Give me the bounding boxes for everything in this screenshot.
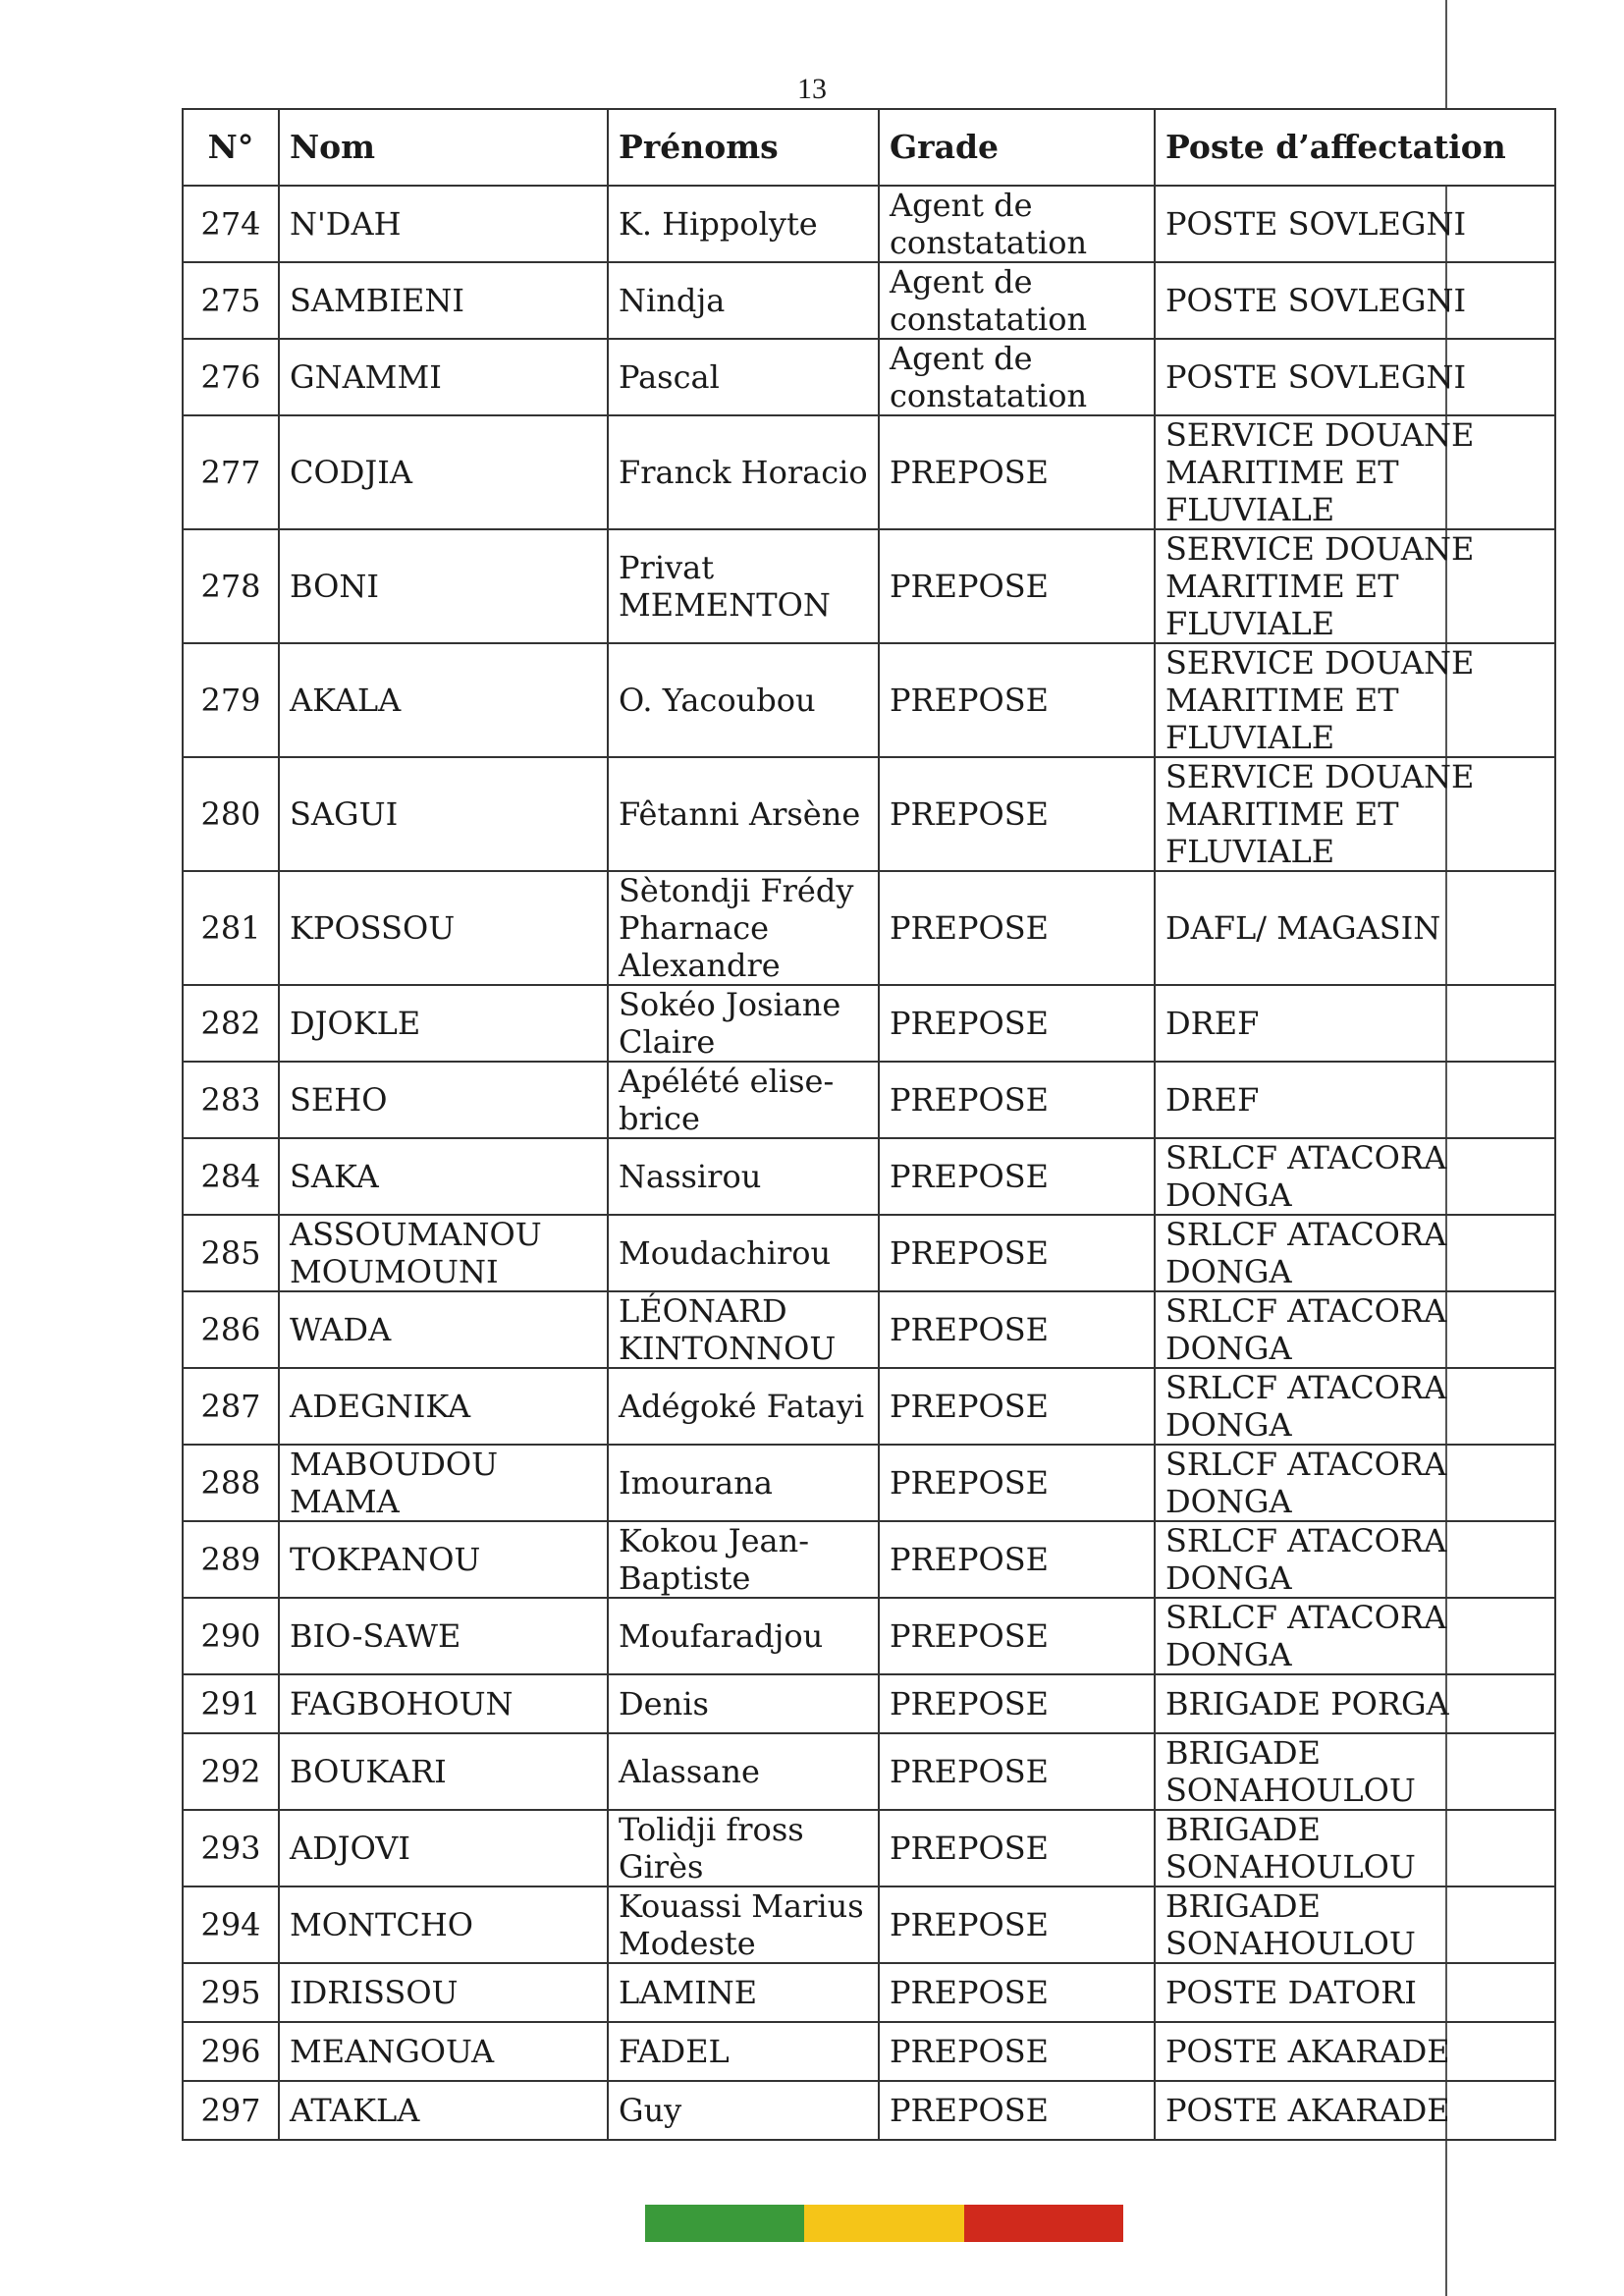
- cell-poste: BRIGADE SONAHOULOU: [1155, 1810, 1555, 1886]
- cell-grade: PREPOSE: [879, 1368, 1155, 1445]
- header-prenoms: Prénoms: [608, 109, 879, 186]
- cell-poste: SRLCF ATACORA DONGA: [1155, 1215, 1555, 1291]
- cell-grade: PREPOSE: [879, 1445, 1155, 1521]
- header-grade: Grade: [879, 109, 1155, 186]
- cell-nom: IDRISSOU: [279, 1963, 608, 2022]
- cell-number: 283: [183, 1062, 279, 1138]
- cell-prenoms: O. Yacoubou: [608, 643, 879, 757]
- page-number: 13: [797, 73, 827, 105]
- table-row: [183, 1674, 1555, 1733]
- table-row: [183, 1733, 1555, 1810]
- cell-number: 277: [183, 415, 279, 529]
- flag-green-stripe: [645, 2205, 804, 2242]
- cell-nom: SEHO: [279, 1062, 608, 1138]
- cell-grade: PREPOSE: [879, 1138, 1155, 1215]
- table-row: [183, 1886, 1555, 1963]
- cell-nom: TOKPANOU: [279, 1521, 608, 1598]
- cell-poste: SRLCF ATACORA DONGA: [1155, 1445, 1555, 1521]
- flag-red-stripe: [964, 2205, 1123, 2242]
- cell-number: 280: [183, 757, 279, 871]
- cell-number: 274: [183, 186, 279, 262]
- cell-poste: SRLCF ATACORA DONGA: [1155, 1291, 1555, 1368]
- cell-nom: BONI: [279, 529, 608, 643]
- cell-number: 290: [183, 1598, 279, 1674]
- table-row: [183, 339, 1555, 415]
- cell-prenoms: Fêtanni Arsène: [608, 757, 879, 871]
- cell-nom: AKALA: [279, 643, 608, 757]
- cell-grade: PREPOSE: [879, 1215, 1155, 1291]
- cell-number: 287: [183, 1368, 279, 1445]
- cell-grade: PREPOSE: [879, 415, 1155, 529]
- table-row: [183, 643, 1555, 757]
- cell-prenoms: Imourana: [608, 1445, 879, 1521]
- cell-poste: DREF: [1155, 1062, 1555, 1138]
- cell-grade: Agent de constatation: [879, 339, 1155, 415]
- cell-prenoms: Nassirou: [608, 1138, 879, 1215]
- cell-number: 295: [183, 1963, 279, 2022]
- cell-poste: POSTE AKARADE: [1155, 2022, 1555, 2081]
- cell-number: 294: [183, 1886, 279, 1963]
- cell-grade: PREPOSE: [879, 529, 1155, 643]
- cell-nom: MONTCHO: [279, 1886, 608, 1963]
- cell-nom: BOUKARI: [279, 1733, 608, 1810]
- cell-number: 286: [183, 1291, 279, 1368]
- cell-prenoms: Privat MEMENTON: [608, 529, 879, 643]
- cell-prenoms: Apélété elise-brice: [608, 1062, 879, 1138]
- cell-poste: DAFL/ MAGASIN: [1155, 871, 1555, 985]
- table-row: [183, 1062, 1555, 1138]
- cell-poste: BRIGADE SONAHOULOU: [1155, 1886, 1555, 1963]
- cell-prenoms: FADEL: [608, 2022, 879, 2081]
- table-row: [183, 1598, 1555, 1674]
- cell-prenoms: Sètondji Frédy Pharnace Alexandre: [608, 871, 879, 985]
- header-number: N°: [183, 109, 279, 186]
- cell-grade: PREPOSE: [879, 1963, 1155, 2022]
- table-row: [183, 529, 1555, 643]
- cell-number: 289: [183, 1521, 279, 1598]
- cell-prenoms: Nindja: [608, 262, 879, 339]
- cell-number: 297: [183, 2081, 279, 2140]
- personnel-table: [182, 108, 1556, 2141]
- table-row: [183, 1445, 1555, 1521]
- cell-poste: POSTE SOVLEGNI: [1155, 339, 1555, 415]
- cell-number: 292: [183, 1733, 279, 1810]
- cell-poste: SRLCF ATACORA DONGA: [1155, 1521, 1555, 1598]
- header-nom: Nom: [279, 109, 608, 186]
- cell-prenoms: LAMINE: [608, 1963, 879, 2022]
- cell-prenoms: Adégoké Fatayi: [608, 1368, 879, 1445]
- table-row: [183, 1291, 1555, 1368]
- cell-prenoms: Kouassi Marius Modeste: [608, 1886, 879, 1963]
- cell-poste: SRLCF ATACORA DONGA: [1155, 1598, 1555, 1674]
- table-row: [183, 186, 1555, 262]
- cell-nom: N'DAH: [279, 186, 608, 262]
- cell-nom: GNAMMI: [279, 339, 608, 415]
- header-poste: Poste d’affectation: [1155, 109, 1555, 186]
- cell-nom: FAGBOHOUN: [279, 1674, 608, 1733]
- table-row: [183, 1138, 1555, 1215]
- table-row: [183, 2081, 1555, 2140]
- table-row: [183, 415, 1555, 529]
- cell-nom: DJOKLE: [279, 985, 608, 1062]
- cell-number: 288: [183, 1445, 279, 1521]
- table-row: [183, 1963, 1555, 2022]
- table-row: [183, 2022, 1555, 2081]
- cell-grade: PREPOSE: [879, 1598, 1155, 1674]
- table-row: [183, 1368, 1555, 1445]
- cell-grade: PREPOSE: [879, 2081, 1155, 2140]
- cell-grade: PREPOSE: [879, 2022, 1155, 2081]
- cell-prenoms: Denis: [608, 1674, 879, 1733]
- cell-grade: PREPOSE: [879, 1810, 1155, 1886]
- cell-number: 275: [183, 262, 279, 339]
- cell-nom: WADA: [279, 1291, 608, 1368]
- cell-number: 284: [183, 1138, 279, 1215]
- cell-grade: PREPOSE: [879, 643, 1155, 757]
- cell-poste: POSTE AKARADE: [1155, 2081, 1555, 2140]
- cell-nom: CODJIA: [279, 415, 608, 529]
- table-row: [183, 262, 1555, 339]
- cell-grade: PREPOSE: [879, 1062, 1155, 1138]
- table-header-row: [183, 109, 1555, 186]
- cell-grade: PREPOSE: [879, 871, 1155, 985]
- cell-poste: POSTE SOVLEGNI: [1155, 186, 1555, 262]
- cell-grade: PREPOSE: [879, 1521, 1155, 1598]
- cell-poste: BRIGADE PORGA: [1155, 1674, 1555, 1733]
- cell-nom: BIO-SAWE: [279, 1598, 608, 1674]
- cell-poste: DREF: [1155, 985, 1555, 1062]
- flag-band: [645, 2205, 1123, 2242]
- cell-number: 293: [183, 1810, 279, 1886]
- table-row: [183, 1215, 1555, 1291]
- cell-nom: ATAKLA: [279, 2081, 608, 2140]
- cell-nom: SAKA: [279, 1138, 608, 1215]
- cell-prenoms: Guy: [608, 2081, 879, 2140]
- cell-nom: ADJOVI: [279, 1810, 608, 1886]
- cell-poste: SRLCF ATACORA DONGA: [1155, 1138, 1555, 1215]
- cell-grade: PREPOSE: [879, 985, 1155, 1062]
- table-row: [183, 1521, 1555, 1598]
- cell-number: 291: [183, 1674, 279, 1733]
- cell-number: 278: [183, 529, 279, 643]
- cell-poste: SERVICE DOUANE MARITIME ET FLUVIALE: [1155, 643, 1555, 757]
- cell-grade: PREPOSE: [879, 1291, 1155, 1368]
- cell-poste: POSTE SOVLEGNI: [1155, 262, 1555, 339]
- cell-nom: ADEGNIKA: [279, 1368, 608, 1445]
- cell-prenoms: Alassane: [608, 1733, 879, 1810]
- cell-prenoms: Moufaradjou: [608, 1598, 879, 1674]
- cell-number: 281: [183, 871, 279, 985]
- cell-poste: SERVICE DOUANE MARITIME ET FLUVIALE: [1155, 415, 1555, 529]
- cell-poste: BRIGADE SONAHOULOU: [1155, 1733, 1555, 1810]
- table-row: [183, 985, 1555, 1062]
- cell-nom: MEANGOUA: [279, 2022, 608, 2081]
- cell-grade: PREPOSE: [879, 1674, 1155, 1733]
- cell-nom: SAMBIENI: [279, 262, 608, 339]
- table-row: [183, 1810, 1555, 1886]
- cell-number: 276: [183, 339, 279, 415]
- cell-poste: SRLCF ATACORA DONGA: [1155, 1368, 1555, 1445]
- cell-number: 279: [183, 643, 279, 757]
- cell-prenoms: Tolidji fross Girès: [608, 1810, 879, 1886]
- cell-poste: SERVICE DOUANE MARITIME ET FLUVIALE: [1155, 529, 1555, 643]
- cell-prenoms: K. Hippolyte: [608, 186, 879, 262]
- cell-prenoms: LÉONARD KINTONNOU: [608, 1291, 879, 1368]
- cell-grade: PREPOSE: [879, 1886, 1155, 1963]
- cell-grade: PREPOSE: [879, 1733, 1155, 1810]
- cell-number: 296: [183, 2022, 279, 2081]
- cell-grade: PREPOSE: [879, 757, 1155, 871]
- cell-number: 285: [183, 1215, 279, 1291]
- cell-poste: SERVICE DOUANE MARITIME ET FLUVIALE: [1155, 757, 1555, 871]
- cell-prenoms: Moudachirou: [608, 1215, 879, 1291]
- cell-nom: MABOUDOU MAMA: [279, 1445, 608, 1521]
- cell-prenoms: Kokou Jean-Baptiste: [608, 1521, 879, 1598]
- cell-nom: KPOSSOU: [279, 871, 608, 985]
- cell-nom: ASSOUMANOU MOUMOUNI: [279, 1215, 608, 1291]
- table-row: [183, 871, 1555, 985]
- cell-number: 282: [183, 985, 279, 1062]
- cell-prenoms: Pascal: [608, 339, 879, 415]
- cell-grade: Agent de constatation: [879, 262, 1155, 339]
- cell-nom: SAGUI: [279, 757, 608, 871]
- cell-grade: Agent de constatation: [879, 186, 1155, 262]
- cell-prenoms: Sokéo Josiane Claire: [608, 985, 879, 1062]
- table-body: [183, 186, 1555, 2140]
- flag-yellow-stripe: [804, 2205, 963, 2242]
- cell-poste: POSTE DATORI: [1155, 1963, 1555, 2022]
- table-row: [183, 757, 1555, 871]
- cell-prenoms: Franck Horacio: [608, 415, 879, 529]
